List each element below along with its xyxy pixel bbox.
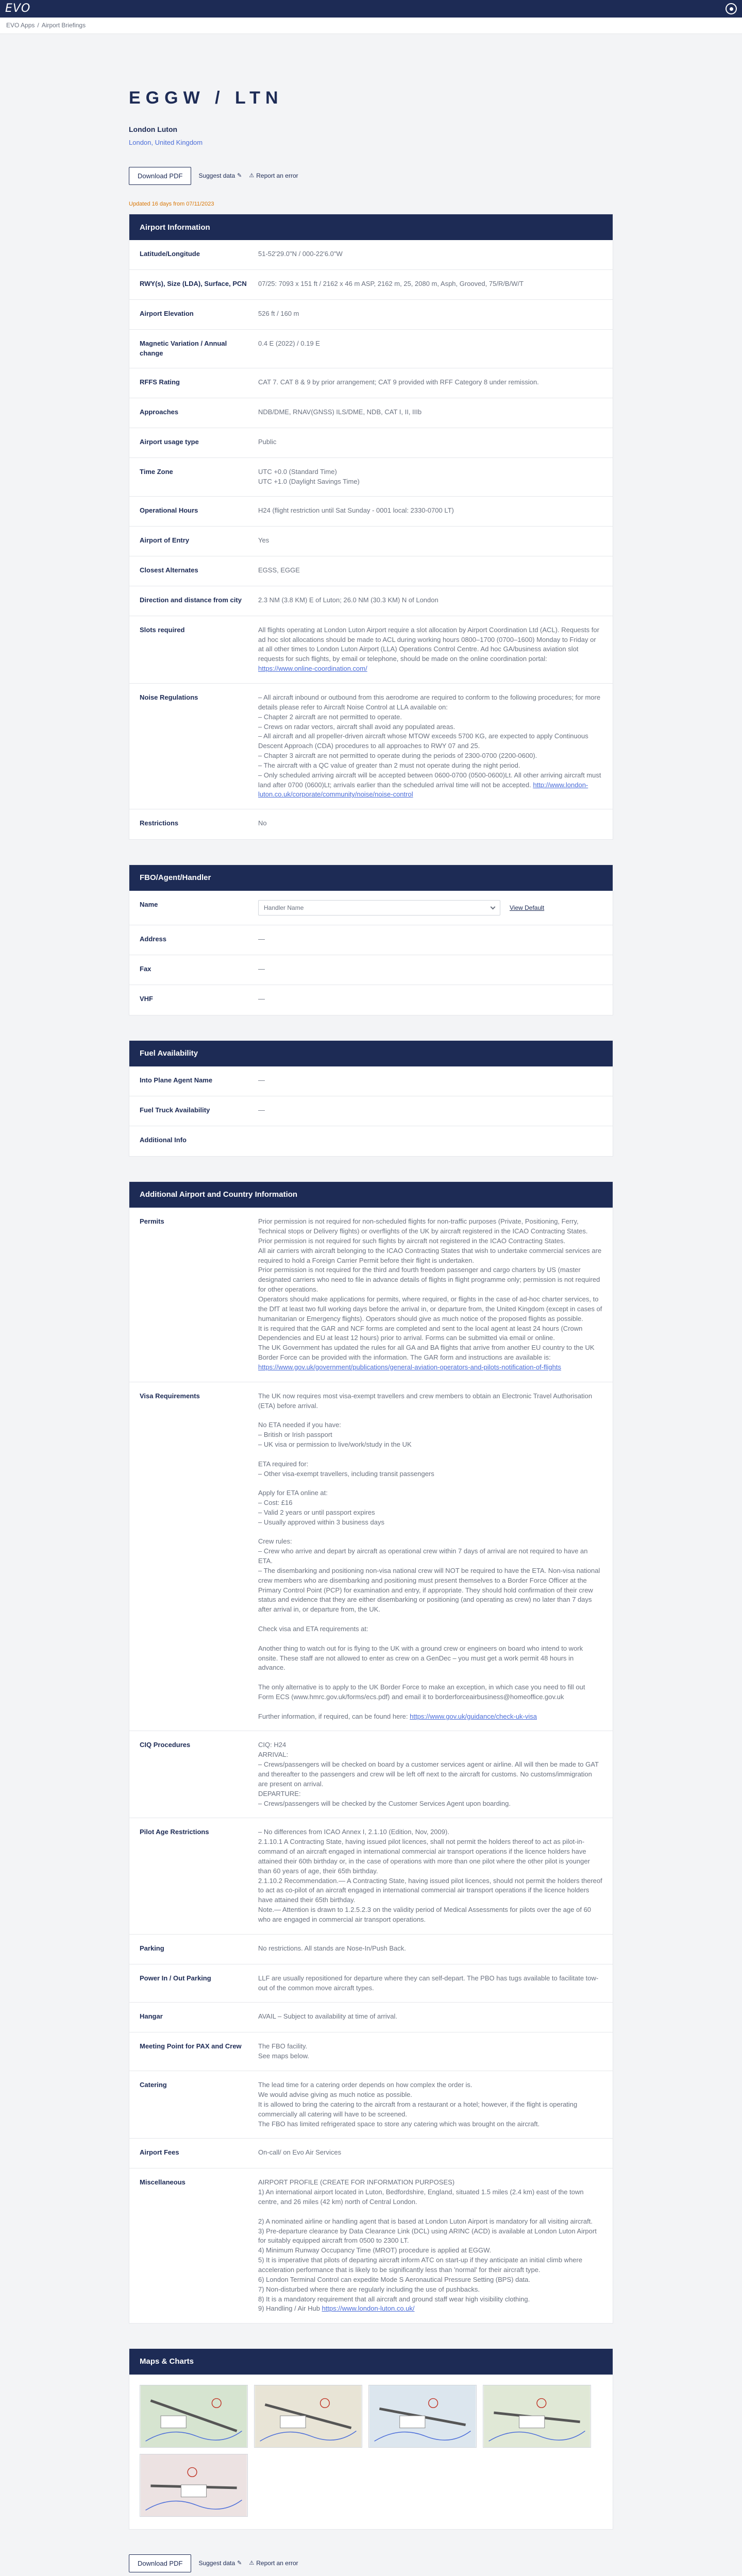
row-label: Fax bbox=[140, 965, 151, 973]
row-value bbox=[258, 1136, 602, 1147]
map-thumbnail-parking-chart[interactable] bbox=[254, 2385, 362, 2448]
page-title: EGGW / LTN bbox=[129, 88, 283, 108]
row-value-text: AVAIL – Subject to availability at time of arrival. bbox=[258, 2012, 397, 2021]
info-row-permits bbox=[129, 1208, 613, 1382]
fuel-rows bbox=[129, 1066, 613, 1156]
row-value-text: The UK now requires most visa-exempt travellers and crew members to obtain an Electronic Travel Authorisation (ETA) before arrival. No ETA needed if you have: – British or Irish passport – UK visa or permission to live/work/study in the UK ETA required for: – Other visa-exempt travellers, including transit passengers Apply for ETA online at: – Cost: £16 – Valid 2 years or until passport expires – Usually approved within 3 business days Crew rules: – Crew who arrive and depart by aircraft as operational crew within 7 days of arrival are not required to have an ETA. – The disembarking and positioning non-visa national crew will NOT be required to have the ETA. Non-visa national crew members who are disembarking and positioning must present themselves to a Border Force Officer at the Primary Control Point (PCP) for examination and entry, if appropriate. They should hold confirmation of their crew status and evidence that they are either disembarking or positioning (and operating as crew) no later than 7 days after arrival in, or departure from, the UK. Check visa and ETA requirements at: Another thing to watch out for is flying to the UK with a ground crew or engineers on board who intend to work onsite. These staff are not allowed to enter as crew on a GenDec – you must get a work permit 48 hours in advance. The only alternative is to apply to the UK Border Force to make an exception, in which case you need to fill out Form ECS (www.hmrc.gov.uk/forms/ecs.pdf) and email it to borderforceairbusiness@homeoffice.gov.uk Further information, if required, can be found here: bbox=[258, 1392, 600, 1720]
row-value bbox=[258, 1392, 602, 1722]
row-label: Airport usage type bbox=[140, 438, 199, 446]
row-value bbox=[258, 1076, 602, 1087]
row-value bbox=[258, 408, 602, 418]
row-value-text: LLF are usually repositioned for departure where they can self-depart. The PBO has tugs available to facilitate tow-out of the common move aircraft types. bbox=[258, 1974, 599, 1992]
row-value-text: CAT 7. CAT 8 & 9 by prior arrangement; CAT 9 provided with RFF Category 8 under remission. bbox=[258, 378, 539, 386]
map-thumbnail-area-map[interactable] bbox=[483, 2385, 591, 2448]
row-value-text: – All aircraft inbound or outbound from this aerodrome are required to conform to the following procedures; for more details please refer to Aircraft Noise Control at LLA available on: – Chapter 2 aircraft are not permitted to operate. – Crews on radar vectors, aircraft shall avoid any populated areas. – All aircraft and all propeller-driven aircraft whose MTOW exceeds 5700 KG, are expected to apply Continuous Descent Approach (CDA) procedures to all approaches to RWY 07 and 25. – Chapter 3 aircraft are not permitted to operate during the periods of 2300-0700 (2200-0600). – The aircraft with a QC value of greater than 2 must not operate during the night period. – Only scheduled arriving aircraft will be accepted between 0600-0700 (0500-0600)Lt. All other arriving aircraft must land after 0700 (0600)Lt; arrivals earlier than the scheduled arrival time will not be accepted. bbox=[258, 693, 601, 789]
row-value-text: — bbox=[258, 1106, 265, 1114]
map-thumbnail-terminal-map[interactable] bbox=[140, 2454, 248, 2517]
info-row-additional-info bbox=[129, 1126, 613, 1156]
row-label: Visa Requirements bbox=[140, 1392, 200, 1400]
report-error-link[interactable] bbox=[249, 172, 298, 180]
row-value bbox=[258, 2042, 602, 2061]
row-value-text: No restrictions. All stands are Nose-In/Push Back. bbox=[258, 1944, 406, 1952]
row-label: CIQ Procedures bbox=[140, 1741, 191, 1749]
row-value bbox=[258, 2080, 602, 2129]
row-link[interactable]: https://www.gov.uk/guidance/check-uk-visa bbox=[410, 1712, 537, 1720]
row-value-text: — bbox=[258, 995, 265, 1003]
row-value bbox=[258, 279, 602, 290]
updated-notice: Updated 16 days from 07/11/2023 bbox=[129, 201, 214, 208]
download-pdf-button-bottom[interactable]: Download PDF bbox=[129, 2554, 191, 2572]
info-row-vhf bbox=[129, 985, 613, 1015]
row-value-text: 2.3 NM (3.8 KM) E of Luton; 26.0 NM (30.3 KM) N of London bbox=[258, 596, 439, 604]
fuel-header: Fuel Availability bbox=[129, 1041, 613, 1066]
row-label: Closest Alternates bbox=[140, 566, 198, 574]
row-label: RWY(s), Size (LDA), Surface, PCN bbox=[140, 280, 247, 288]
suggest-data-link[interactable] bbox=[198, 172, 242, 180]
row-value-text: UTC +0.0 (Standard Time) UTC +1.0 (Daylight Savings Time) bbox=[258, 468, 360, 485]
row-value-text: All flights operating at London Luton Airport require a slot allocation by Airport Coordination Ltd (ACL). Requests for ad hoc slot allocations should be made to ACL during working hours 0800–1700 (0700–1600) Monday to Friday or at all other times to London Luton Airport (LLA) Operations Control Centre. Ad hoc GA/business aviation slot requests for such flights, by email or telephone, should be made on the online coordination portal: bbox=[258, 625, 599, 663]
row-value bbox=[258, 596, 602, 606]
row-value bbox=[258, 935, 602, 945]
row-value bbox=[258, 1106, 602, 1116]
download-pdf-button[interactable]: Download PDF bbox=[129, 167, 191, 185]
info-row-visa-requirements bbox=[129, 1382, 613, 1732]
row-value-text: NDB/DME, RNAV(GNSS) ILS/DME, NDB, CAT I, II, IIIb bbox=[258, 408, 422, 416]
row-value-text: — bbox=[258, 965, 265, 973]
map-chart-image bbox=[140, 2454, 247, 2516]
info-row-rwy-s-size-lda-surface-pcn bbox=[129, 270, 613, 300]
top-actions bbox=[129, 167, 613, 185]
row-label: Operational Hours bbox=[140, 506, 198, 514]
row-value-text: The lead time for a catering order depends on how complex the order is. We would advise giving as much notice as possible. It is allowed to bring the catering to the aircraft from a restaurant or a hotel; however, if the flight is operating commercially all catering will have to be screened. The FBO has limited refrigerated space to store any catering which was brought on the aircraft. bbox=[258, 2081, 578, 2128]
warning-icon: ⚠ bbox=[249, 172, 255, 179]
info-row-noise-regulations bbox=[129, 684, 613, 809]
row-value-text: — bbox=[258, 935, 265, 943]
additional-info-rows bbox=[129, 1208, 613, 2323]
row-value-text: No bbox=[258, 819, 267, 827]
row-value bbox=[258, 1944, 602, 1955]
row-value-text: CIQ: H24 ARRIVAL: – Crews/passengers will be checked on board by a customer services agent or airline. All will then be made to GAT and thereafter to the passengers and crew will be left off next to the aircraft for customs. No customs/immigration are present on arrival. DEPARTURE: – Crews/passengers will be checked by the Customer Services Agent upon boarding. bbox=[258, 1741, 599, 1807]
row-value bbox=[258, 378, 602, 388]
additional-info-card bbox=[129, 1181, 613, 2324]
info-row-approaches bbox=[129, 398, 613, 428]
info-row-airport-fees bbox=[129, 2139, 613, 2168]
airport-information-header: Airport Information bbox=[129, 214, 613, 240]
row-label: Miscellaneous bbox=[140, 2178, 185, 2187]
row-value-text: The FBO facility. See maps below. bbox=[258, 2042, 310, 2060]
info-row-hangar bbox=[129, 2003, 613, 2032]
row-value bbox=[258, 506, 602, 517]
row-label: Airport Elevation bbox=[140, 310, 194, 318]
info-row-address bbox=[129, 925, 613, 955]
row-link[interactable]: https://www.gov.uk/government/publications/general-aviation-operators-and-pilots-notification-of-flights bbox=[258, 1363, 561, 1371]
row-label: Airport Fees bbox=[140, 2148, 179, 2157]
row-value bbox=[258, 536, 602, 547]
row-label: Meeting Point for PAX and Crew bbox=[140, 2042, 242, 2050]
info-row-operational-hours bbox=[129, 497, 613, 527]
row-value bbox=[258, 437, 602, 448]
report-error-label: Report an error bbox=[256, 2559, 298, 2567]
row-value bbox=[258, 2178, 602, 2314]
main-content bbox=[129, 34, 613, 2572]
airport-information-card bbox=[129, 214, 613, 840]
row-value-text: On-call/ on Evo Air Services bbox=[258, 2148, 342, 2157]
info-row-airport-usage-type bbox=[129, 428, 613, 458]
row-label: Fuel Truck Availability bbox=[140, 1106, 210, 1114]
suggest-data-label: Suggest data bbox=[198, 2559, 235, 2567]
row-label: Slots required bbox=[140, 625, 185, 634]
chevron-down-icon bbox=[491, 904, 496, 909]
row-label: Magnetic Variation / Annual change bbox=[140, 340, 227, 358]
row-value-text: — bbox=[258, 1076, 265, 1084]
row-value bbox=[258, 309, 602, 320]
row-label: VHF bbox=[140, 995, 153, 1003]
breadcrumb-airport-briefings[interactable]: Airport Briefings bbox=[41, 21, 86, 29]
airport-name: London Luton bbox=[129, 125, 178, 134]
additional-info-header: Additional Airport and Country Information bbox=[129, 1182, 613, 1208]
edit-icon: ✎ bbox=[237, 2560, 242, 2566]
row-value bbox=[258, 1740, 602, 1808]
info-row-slots-required bbox=[129, 616, 613, 684]
info-row-pilot-age-restrictions bbox=[129, 1818, 613, 1934]
info-row-parking bbox=[129, 1935, 613, 1964]
info-row-time-zone bbox=[129, 458, 613, 497]
row-value-text: 07/25: 7093 x 151 ft / 2162 x 46 m ASP, 2162 m, 25, 2080 m, Asph, Grooved, 75/R/B/W/T bbox=[258, 280, 524, 288]
row-value-text: AIRPORT PROFILE (CREATE FOR INFORMATION PURPOSES) 1) An international airport located in Luton, Bedfordshire, England, situated 1.5 miles (2.4 km) east of the town centre, and 26 miles (42 km) north of Central London. 2) A nominated airline or handling agent that is based at London Luton Airport is mandatory for all visiting aircraft. 3) Pre-departure clearance by Data Clearance Link (DCL) using ARINC (ACD) is available at London Luton Airport for suitably equipped aircraft from 0500 to 2300 LT. 4) Minimum Runway Occupancy Time (MROT) procedure is applied at EGGW. 5) It is imperative that pilots of departing aircraft inform ATC on start-up if they anticipate an initial climb where acceleration performance that is likely to be significantly less than 'normal' for their aircraft type. 6) London Terminal Control can expedite Mode S Aeronautical Pressure Setting (BPS) data. 7) Non-disturbed where there are regularly including the use of pushbacks. 8) It is a mandatory requirement that all aircraft and ground staff wear high visibility clothing. 9) Handling / Air Hub bbox=[258, 2178, 597, 2313]
row-value-text: H24 (flight restriction until Sat Sunday - 0001 local: 2330-0700 LT) bbox=[258, 506, 454, 514]
maps-card bbox=[129, 2348, 613, 2530]
row-value bbox=[258, 693, 602, 800]
row-value bbox=[258, 339, 602, 359]
bottom-actions bbox=[129, 2554, 613, 2572]
row-label: Restrictions bbox=[140, 819, 179, 827]
info-row-airport-elevation bbox=[129, 300, 613, 330]
suggest-data-link-bottom[interactable] bbox=[198, 2559, 242, 2568]
row-value bbox=[258, 2012, 602, 2023]
breadcrumb-separator: / bbox=[37, 21, 39, 29]
fbo-card bbox=[129, 865, 613, 1015]
info-row-restrictions bbox=[129, 809, 613, 839]
map-thumbnail-aerodrome-chart[interactable] bbox=[140, 2385, 248, 2448]
row-value-text: Public bbox=[258, 438, 277, 446]
info-row-fuel-truck-availability bbox=[129, 1096, 613, 1126]
airport-information-rows bbox=[129, 240, 613, 839]
row-value bbox=[258, 2148, 602, 2159]
row-value bbox=[258, 964, 602, 975]
map-chart-image bbox=[369, 2385, 476, 2447]
map-chart-image bbox=[483, 2385, 591, 2447]
row-link[interactable]: https://www.online-coordination.com/ bbox=[258, 665, 367, 673]
row-label: Latitude/Longitude bbox=[140, 250, 200, 258]
map-chart-image bbox=[255, 2385, 362, 2447]
info-row-catering bbox=[129, 2071, 613, 2139]
fuel-card bbox=[129, 1040, 613, 1157]
row-label: Parking bbox=[140, 1944, 164, 1952]
row-label: Address bbox=[140, 935, 167, 943]
info-row-ciq-procedures bbox=[129, 1731, 613, 1818]
info-row-fax bbox=[129, 955, 613, 985]
row-label: Permits bbox=[140, 1217, 164, 1226]
row-value bbox=[258, 1217, 602, 1372]
row-label: Power In / Out Parking bbox=[140, 1974, 211, 1982]
row-value bbox=[258, 566, 602, 577]
row-value bbox=[258, 467, 602, 487]
info-row-into-plane-agent-name bbox=[129, 1066, 613, 1096]
row-label: Time Zone bbox=[140, 468, 173, 476]
breadcrumb-evo-apps[interactable]: EVO Apps bbox=[6, 21, 35, 29]
top-navigation-bar bbox=[0, 0, 742, 18]
info-row-magnetic-variation-annual-change bbox=[129, 330, 613, 368]
row-value-text: 0.4 E (2022) / 0.19 E bbox=[258, 340, 320, 348]
row-value-text: – No differences from ICAO Annex I, 2.1.10 (Edition, Nov, 2009). 2.1.10.1 A Contracting State, having issued pilot licences, shall not permit the holders thereof to act as pilot-in-command of an aircraft engaged in international commercial air transport operations if the licence holders have attained their 60th birthday or, in the case of operations with more than one pilot where the other pilot is younger than 60 years of age, their 65th birthday. 2.1.10.2 Recommendation.— A Contracting State, having issued pilot licences, should not permit the holders thereof to act as co-pilot of an aircraft engaged in international commercial air transport operations if the licence holders have attained their 65th birthday. Note.— Attention is drawn to 1.2.5.2.3 on the validity period of Medical Assessments for pilots over the age of 60 who are engaged in commercial air transport operations. bbox=[258, 1828, 602, 1923]
suggest-data-label: Suggest data bbox=[198, 172, 235, 180]
row-label: Catering bbox=[140, 2081, 167, 2089]
airport-location: London, United Kingdom bbox=[129, 138, 203, 146]
edit-icon: ✎ bbox=[237, 172, 242, 179]
info-row-direction-and-distance-from-city bbox=[129, 586, 613, 616]
row-value bbox=[258, 1974, 602, 1993]
row-value bbox=[258, 1827, 602, 1924]
row-value-text: 51-52'29.0"N / 000-22'6.0"W bbox=[258, 250, 343, 258]
row-link[interactable]: http://www.london-luton.co.uk/corporate/community/noise/noise-control bbox=[258, 781, 588, 799]
row-value-text: EGSS, EGGE bbox=[258, 566, 300, 574]
row-value bbox=[258, 625, 602, 674]
view-default-link[interactable]: View Default bbox=[510, 904, 545, 911]
fbo-rows bbox=[129, 925, 613, 1015]
handler-select[interactable] bbox=[258, 900, 500, 916]
row-value-text: Yes bbox=[258, 536, 269, 544]
row-label: Pilot Age Restrictions bbox=[140, 1828, 209, 1836]
fbo-header: FBO/Agent/Handler bbox=[129, 865, 613, 891]
row-link[interactable]: https://www.london-luton.co.uk/ bbox=[322, 2304, 415, 2313]
row-label: Direction and distance from city bbox=[140, 596, 242, 604]
info-row-power-in-out-parking bbox=[129, 1964, 613, 2003]
row-label: RFFS Rating bbox=[140, 378, 180, 386]
row-label: Approaches bbox=[140, 408, 179, 416]
info-row-latitude-longitude bbox=[129, 240, 613, 270]
user-account-icon[interactable] bbox=[726, 3, 737, 14]
row-label: Hangar bbox=[140, 2012, 163, 2021]
row-label: Into Plane Agent Name bbox=[140, 1076, 213, 1084]
map-chart-image bbox=[140, 2385, 247, 2447]
report-error-label: Report an error bbox=[256, 172, 298, 180]
row-value bbox=[258, 819, 602, 830]
info-row-rffs-rating bbox=[129, 368, 613, 398]
warning-icon: ⚠ bbox=[249, 2560, 255, 2566]
info-row-airport-of-entry bbox=[129, 527, 613, 556]
row-label: Noise Regulations bbox=[140, 693, 198, 701]
row-label: Additional Info bbox=[140, 1136, 187, 1144]
row-value-text: 526 ft / 160 m bbox=[258, 310, 299, 318]
info-row-miscellaneous bbox=[129, 2168, 613, 2323]
row-value-text: Prior permission is not required for non-scheduled flights for non-traffic purposes (Private, Positioning, Ferry, Technical stops or Delivery flights) or overflights of the UK by aircraft registered in the ICAO Contracting States. Prior permission is not required for such flights by aircraft not registered in the ICAO Contracting States. All air carriers with aircraft belonging to the ICAO Contracting States that wish to undertake commercial services are required to hold a Foreign Carrier Permit before their flight is undertaken. Prior permission is not required for the third and fourth freedom passenger and cargo charters by US (master designated carriers who need to file in advance details of flights in flight programme only; permission is not required for other operations. Operators should make applications for permits, where required, or flights in the case of ad-hoc charter services, to the DfT at least two full working days before the arrival in, or departure from, the United Kingdom (except in cases of humanitarian or Emergency flights). Operators should give as much notice of the proposed flights as possible. It is required that the GAR and NCF forms are completed and sent to the local agent at least 24 hours (Crown Dependencies and EU at least 12 hours) prior to arrival. Forms can be submitted via email or online. The UK Government has updated the rules for all GA and BA flights that arrive from another EU country to the UK Border Force can be provided with the information. The GAR form and instructions are available is: bbox=[258, 1217, 602, 1362]
row-label: Airport of Entry bbox=[140, 536, 190, 544]
handler-select-value: Handler Name bbox=[264, 904, 304, 911]
info-row-meeting-point-for-pax-and-crew bbox=[129, 2032, 613, 2071]
map-thumbnail-ground-movement-chart[interactable] bbox=[368, 2385, 477, 2448]
report-error-link-bottom[interactable] bbox=[249, 2559, 298, 2568]
row-value bbox=[258, 994, 602, 1006]
evo-logo[interactable]: EVO bbox=[5, 2, 31, 15]
row-value bbox=[258, 249, 602, 260]
fbo-name-label: Name bbox=[140, 901, 158, 909]
info-row-closest-alternates bbox=[129, 556, 613, 586]
fbo-name-row bbox=[129, 891, 613, 925]
maps-header: Maps & Charts bbox=[129, 2349, 613, 2375]
breadcrumb bbox=[0, 18, 742, 34]
maps-grid bbox=[129, 2375, 613, 2529]
